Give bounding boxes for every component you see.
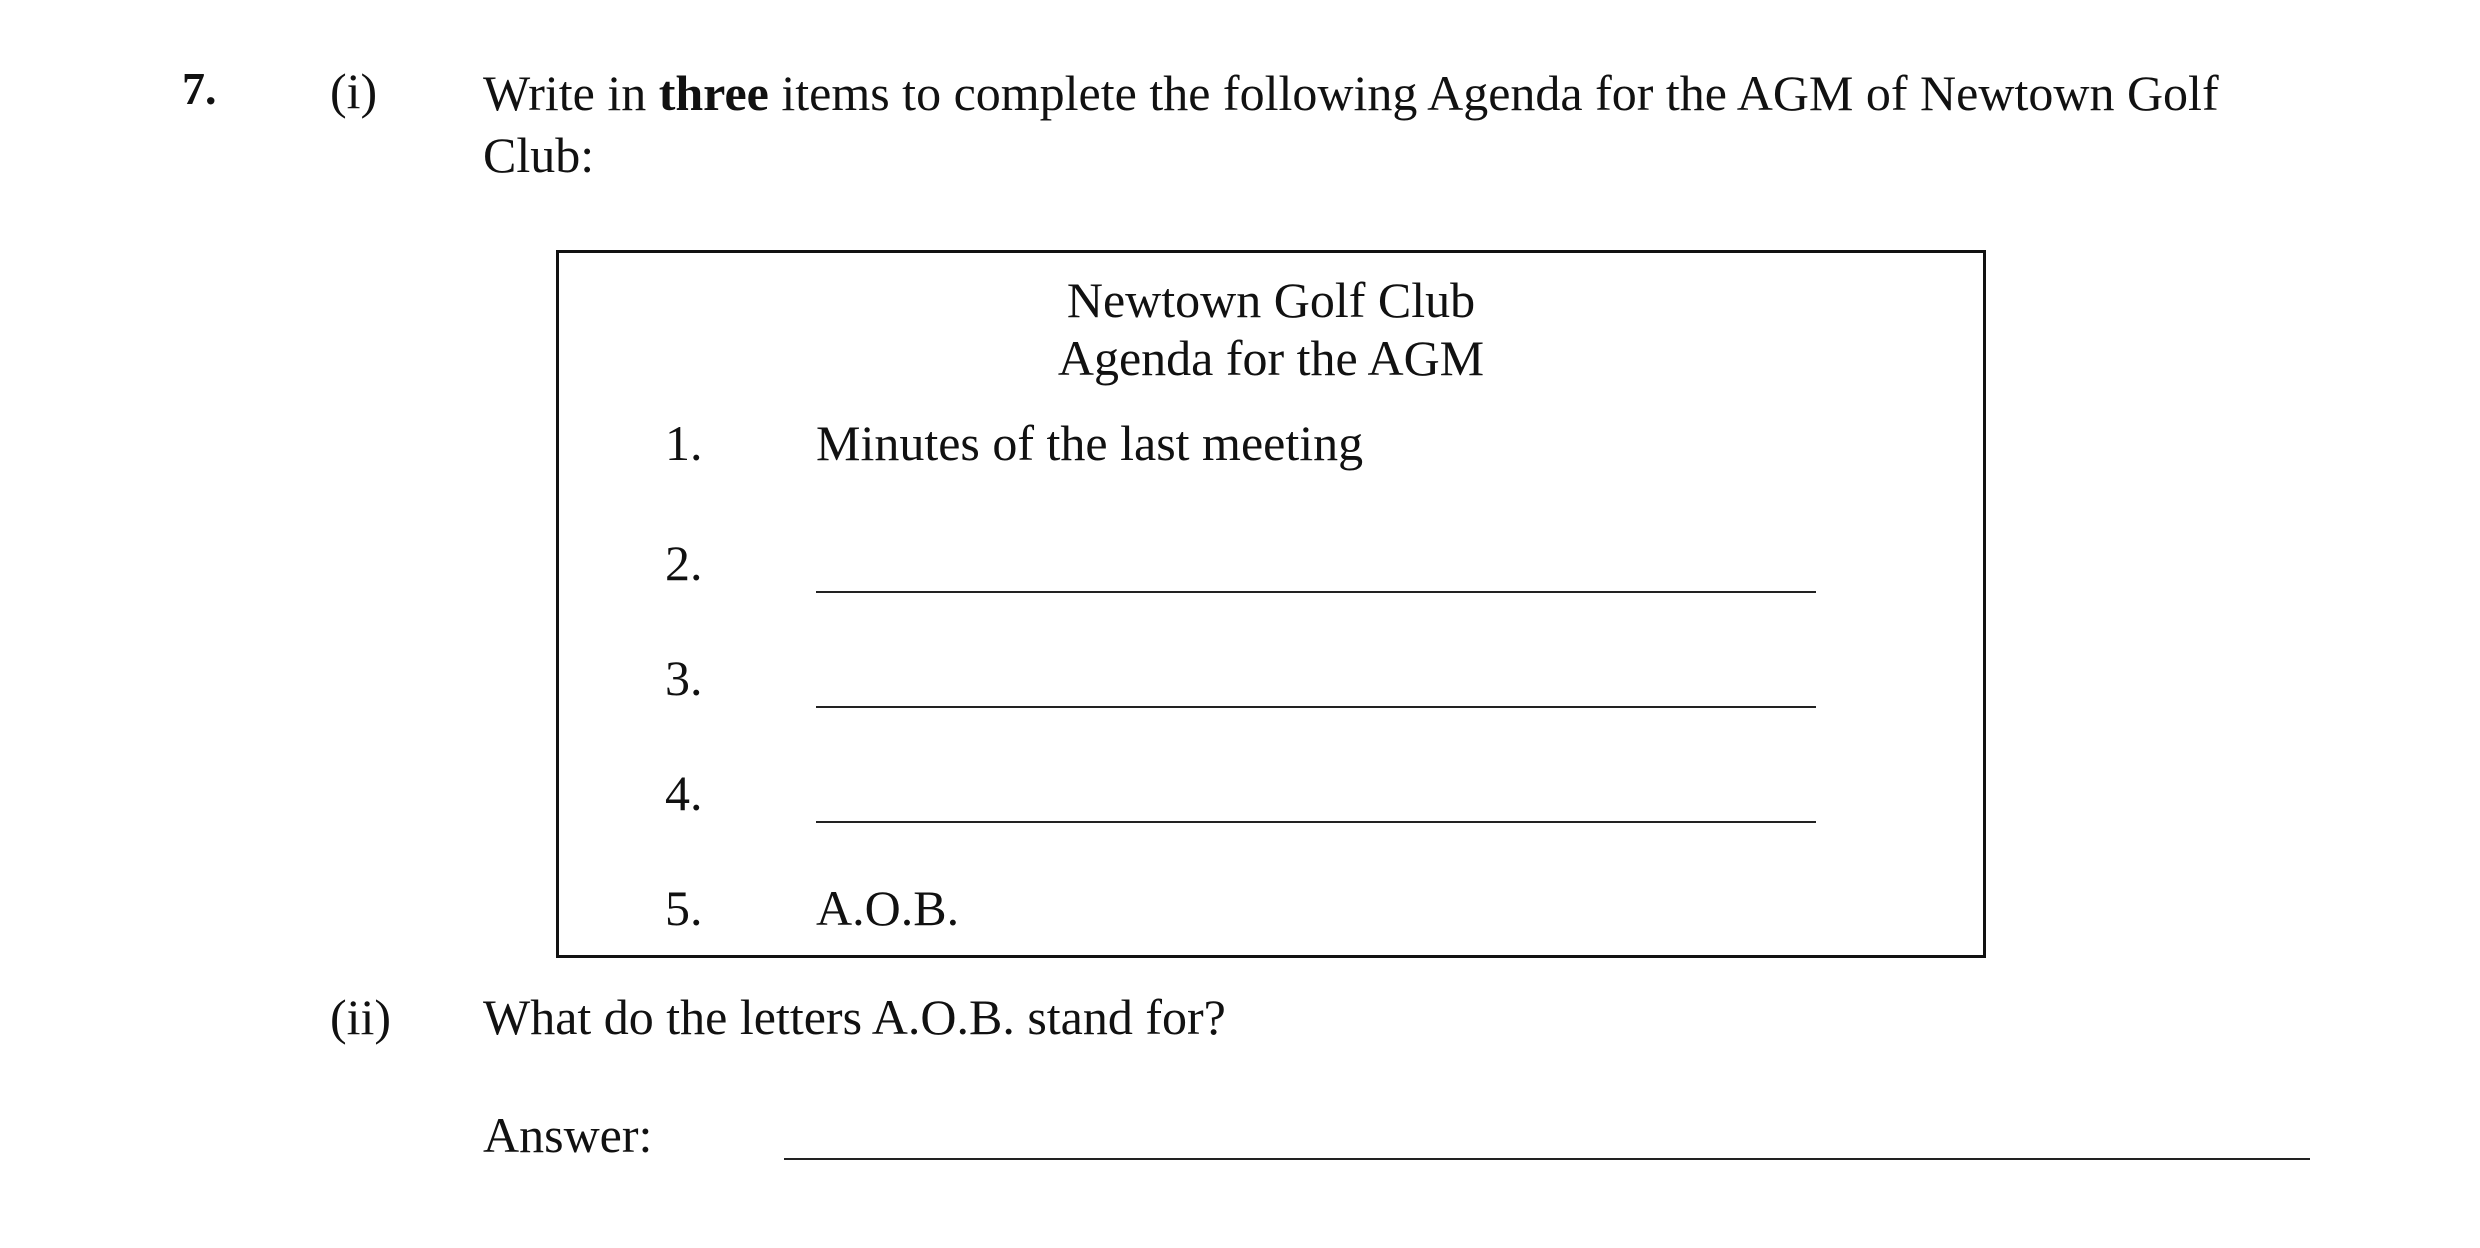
answer-label: Answer: bbox=[483, 1107, 653, 1163]
agenda-club-name: Newtown Golf Club bbox=[1066, 272, 1476, 328]
agenda-item-number: 4. bbox=[665, 765, 703, 821]
agenda-item-5 bbox=[559, 878, 1983, 938]
instruction-bold-word: three bbox=[658, 65, 769, 121]
part-ii-question: What do the letters A.O.B. stand for? bbox=[483, 989, 1226, 1045]
agenda-header bbox=[559, 271, 1983, 387]
answer-line[interactable] bbox=[784, 1158, 2310, 1160]
agenda-title: Agenda for the AGM bbox=[1057, 330, 1485, 386]
agenda-item-answer-line[interactable] bbox=[816, 591, 1816, 593]
part-i-label: (i) bbox=[330, 63, 378, 119]
agenda-item-number: 3. bbox=[665, 650, 703, 706]
instruction-text-end: items to complete the following Agenda for the AGM of Newtown Golf Club: bbox=[483, 65, 2219, 183]
part-i-instruction bbox=[483, 62, 2283, 186]
agenda-item-answer-line[interactable] bbox=[816, 706, 1816, 708]
question-number: 7. bbox=[182, 63, 217, 114]
part-ii-label: (ii) bbox=[330, 989, 392, 1045]
agenda-item-number: 5. bbox=[665, 880, 703, 936]
agenda-item-1 bbox=[559, 413, 1983, 473]
agenda-item-number: 1. bbox=[665, 415, 703, 471]
agenda-item-text: Minutes of the last meeting bbox=[816, 415, 1364, 471]
agenda-item-4 bbox=[559, 763, 1983, 823]
agenda-item-text: A.O.B. bbox=[816, 880, 960, 936]
instruction-text-start: Write in bbox=[483, 65, 659, 121]
agenda-box bbox=[556, 250, 1986, 958]
agenda-item-3 bbox=[559, 648, 1983, 708]
agenda-item-answer-line[interactable] bbox=[816, 821, 1816, 823]
agenda-item-2 bbox=[559, 533, 1983, 593]
agenda-item-number: 2. bbox=[665, 535, 703, 591]
